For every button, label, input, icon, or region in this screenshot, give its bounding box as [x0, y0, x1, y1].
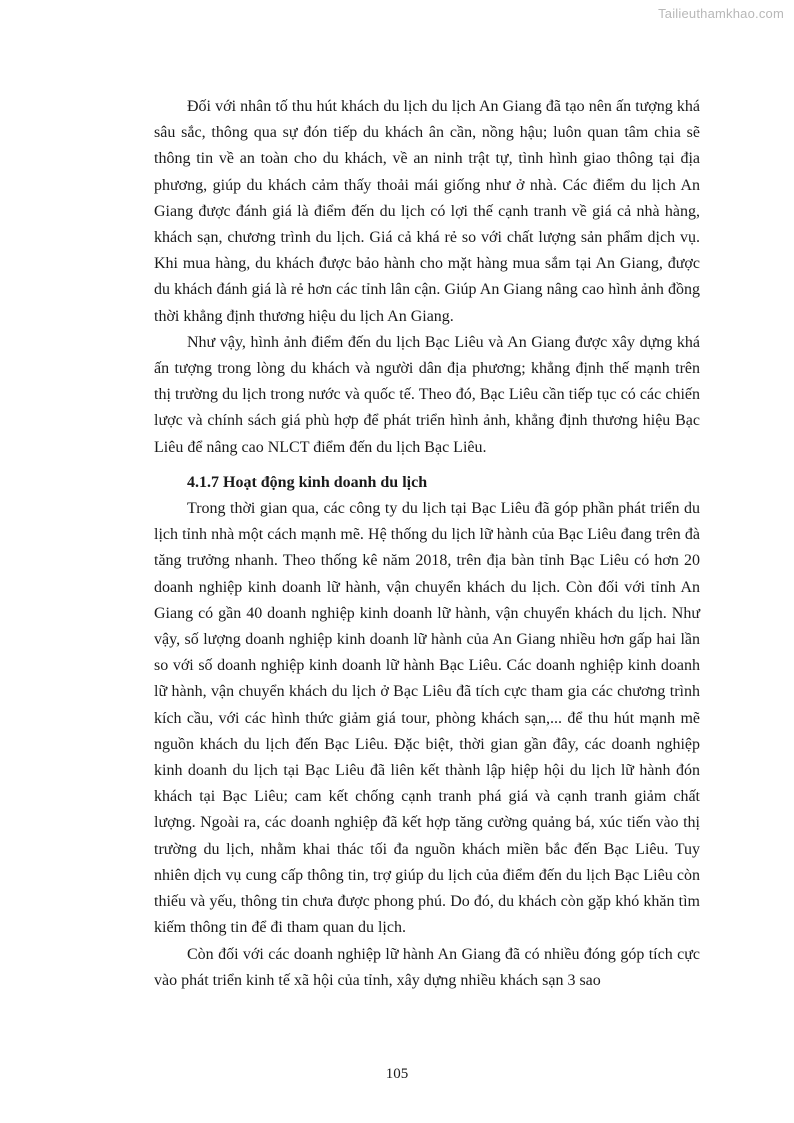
- document-body: [154, 94, 700, 994]
- page-number: 105: [385, 1066, 409, 1082]
- section-heading: 4.1.7 Hoạt động kinh doanh du lịch: [187, 473, 428, 491]
- watermark: Tailieuthamkhao.com: [658, 6, 784, 21]
- paragraph-an-giang-operators: Còn đối với các doanh nghiệp lữ hành An Giang đã có nhiều đóng góp tích cực vào phát triển kinh tế xã hội của tỉnh, xây dựng nhiều khách sạn 3 sao: [154, 945, 700, 989]
- paragraph-destination-image: Như vậy, hình ảnh điểm đến du lịch Bạc Liêu và An Giang được xây dựng khá ấn tượng trong lòng du khách và người dân địa phương; khẳng định thế mạnh trên thị trường du lịch trong nước và quốc tế. Theo đó, Bạc Liêu cần tiếp tục có các chiến lược và chính sách giá phù hợp để phát triển hình ảnh, khẳng định thương hiệu Bạc Liêu để nâng cao NLCT điểm đến du lịch Bạc Liêu.: [154, 333, 700, 456]
- paragraph-an-giang-attraction: Đối với nhân tố thu hút khách du lịch du lịch An Giang đã tạo nên ấn tượng khá sâu sắc, thông qua sự đón tiếp du khách ân cần, nồng hậu; luôn quan tâm chia sẽ thông tin về an toàn cho du khách, về an ninh trật tự, tình hình giao thông tại địa phương, giúp du khách cảm thấy thoải mái giống như ở nhà. Các điểm du lịch An Giang được đánh giá là điểm đến du lịch có lợi thế cạnh tranh về giá cả nhà hàng, khách sạn, chương trình du lịch. Giá cả khá rẻ so với chất lượng sản phẩm dịch vụ. Khi mua hàng, du khách được bảo hành cho mặt hàng mua sắm tại An Giang, được du khách đánh giá là rẻ hơn các tỉnh lân cận. Giúp An Giang nâng cao hình ảnh đồng thời khẳng định thương hiệu du lịch An Giang.: [154, 98, 700, 325]
- paragraph-business-activities: Trong thời gian qua, các công ty du lịch tại Bạc Liêu đã góp phần phát triển du lịch tỉnh nhà một cách mạnh mẽ. Hệ thống du lịch lữ hành của Bạc Liêu đang trên đà tăng trưởng nhanh. Theo thống kê năm 2018, trên địa bàn tỉnh Bạc Liêu có hơn 20 doanh nghiệp kinh doanh lữ hành, vận chuyển khách du lịch. Còn đối với tỉnh An Giang có gần 40 doanh nghiệp kinh doanh lữ hành, vận chuyển khách du lịch. Như vậy, số lượng doanh nghiệp kinh doanh lữ hành của An Giang nhiều hơn gấp hai lần so với số doanh nghiệp kinh doanh lữ hành Bạc Liêu. Các doanh nghiệp kinh doanh lữ hành, vận chuyển khách du lịch ở Bạc Liêu đã tích cực tham gia các chương trình kích cầu, với các hình thức giảm giá tour, phòng khách sạn,... để thu hút mạnh mẽ nguồn khách du lịch đến Bạc Liêu. Đặc biệt, thời gian gần đây, các doanh nghiệp kinh doanh du lịch tại Bạc Liêu đã liên kết thành lập hiệp hội du lịch lữ hành đón khách tại Bạc Liêu; cam kết chống cạnh tranh phá giá và cạnh tranh giảm chất lượng. Ngoài ra, các doanh nghiệp đã kết hợp tăng cường quảng bá, xúc tiến vào thị trường du lịch, nhằm khai thác tối đa nguồn khách miền bắc đến Bạc Liêu. Tuy nhiên dịch vụ cung cấp thông tin, trợ giúp du lịch của điểm đến du lịch Bạc Liêu còn thiếu và yếu, thông tin chưa được phong phú. Do đó, du khách còn gặp khó khăn tìm kiếm thông tin để đi tham quan du lịch.: [154, 500, 700, 937]
